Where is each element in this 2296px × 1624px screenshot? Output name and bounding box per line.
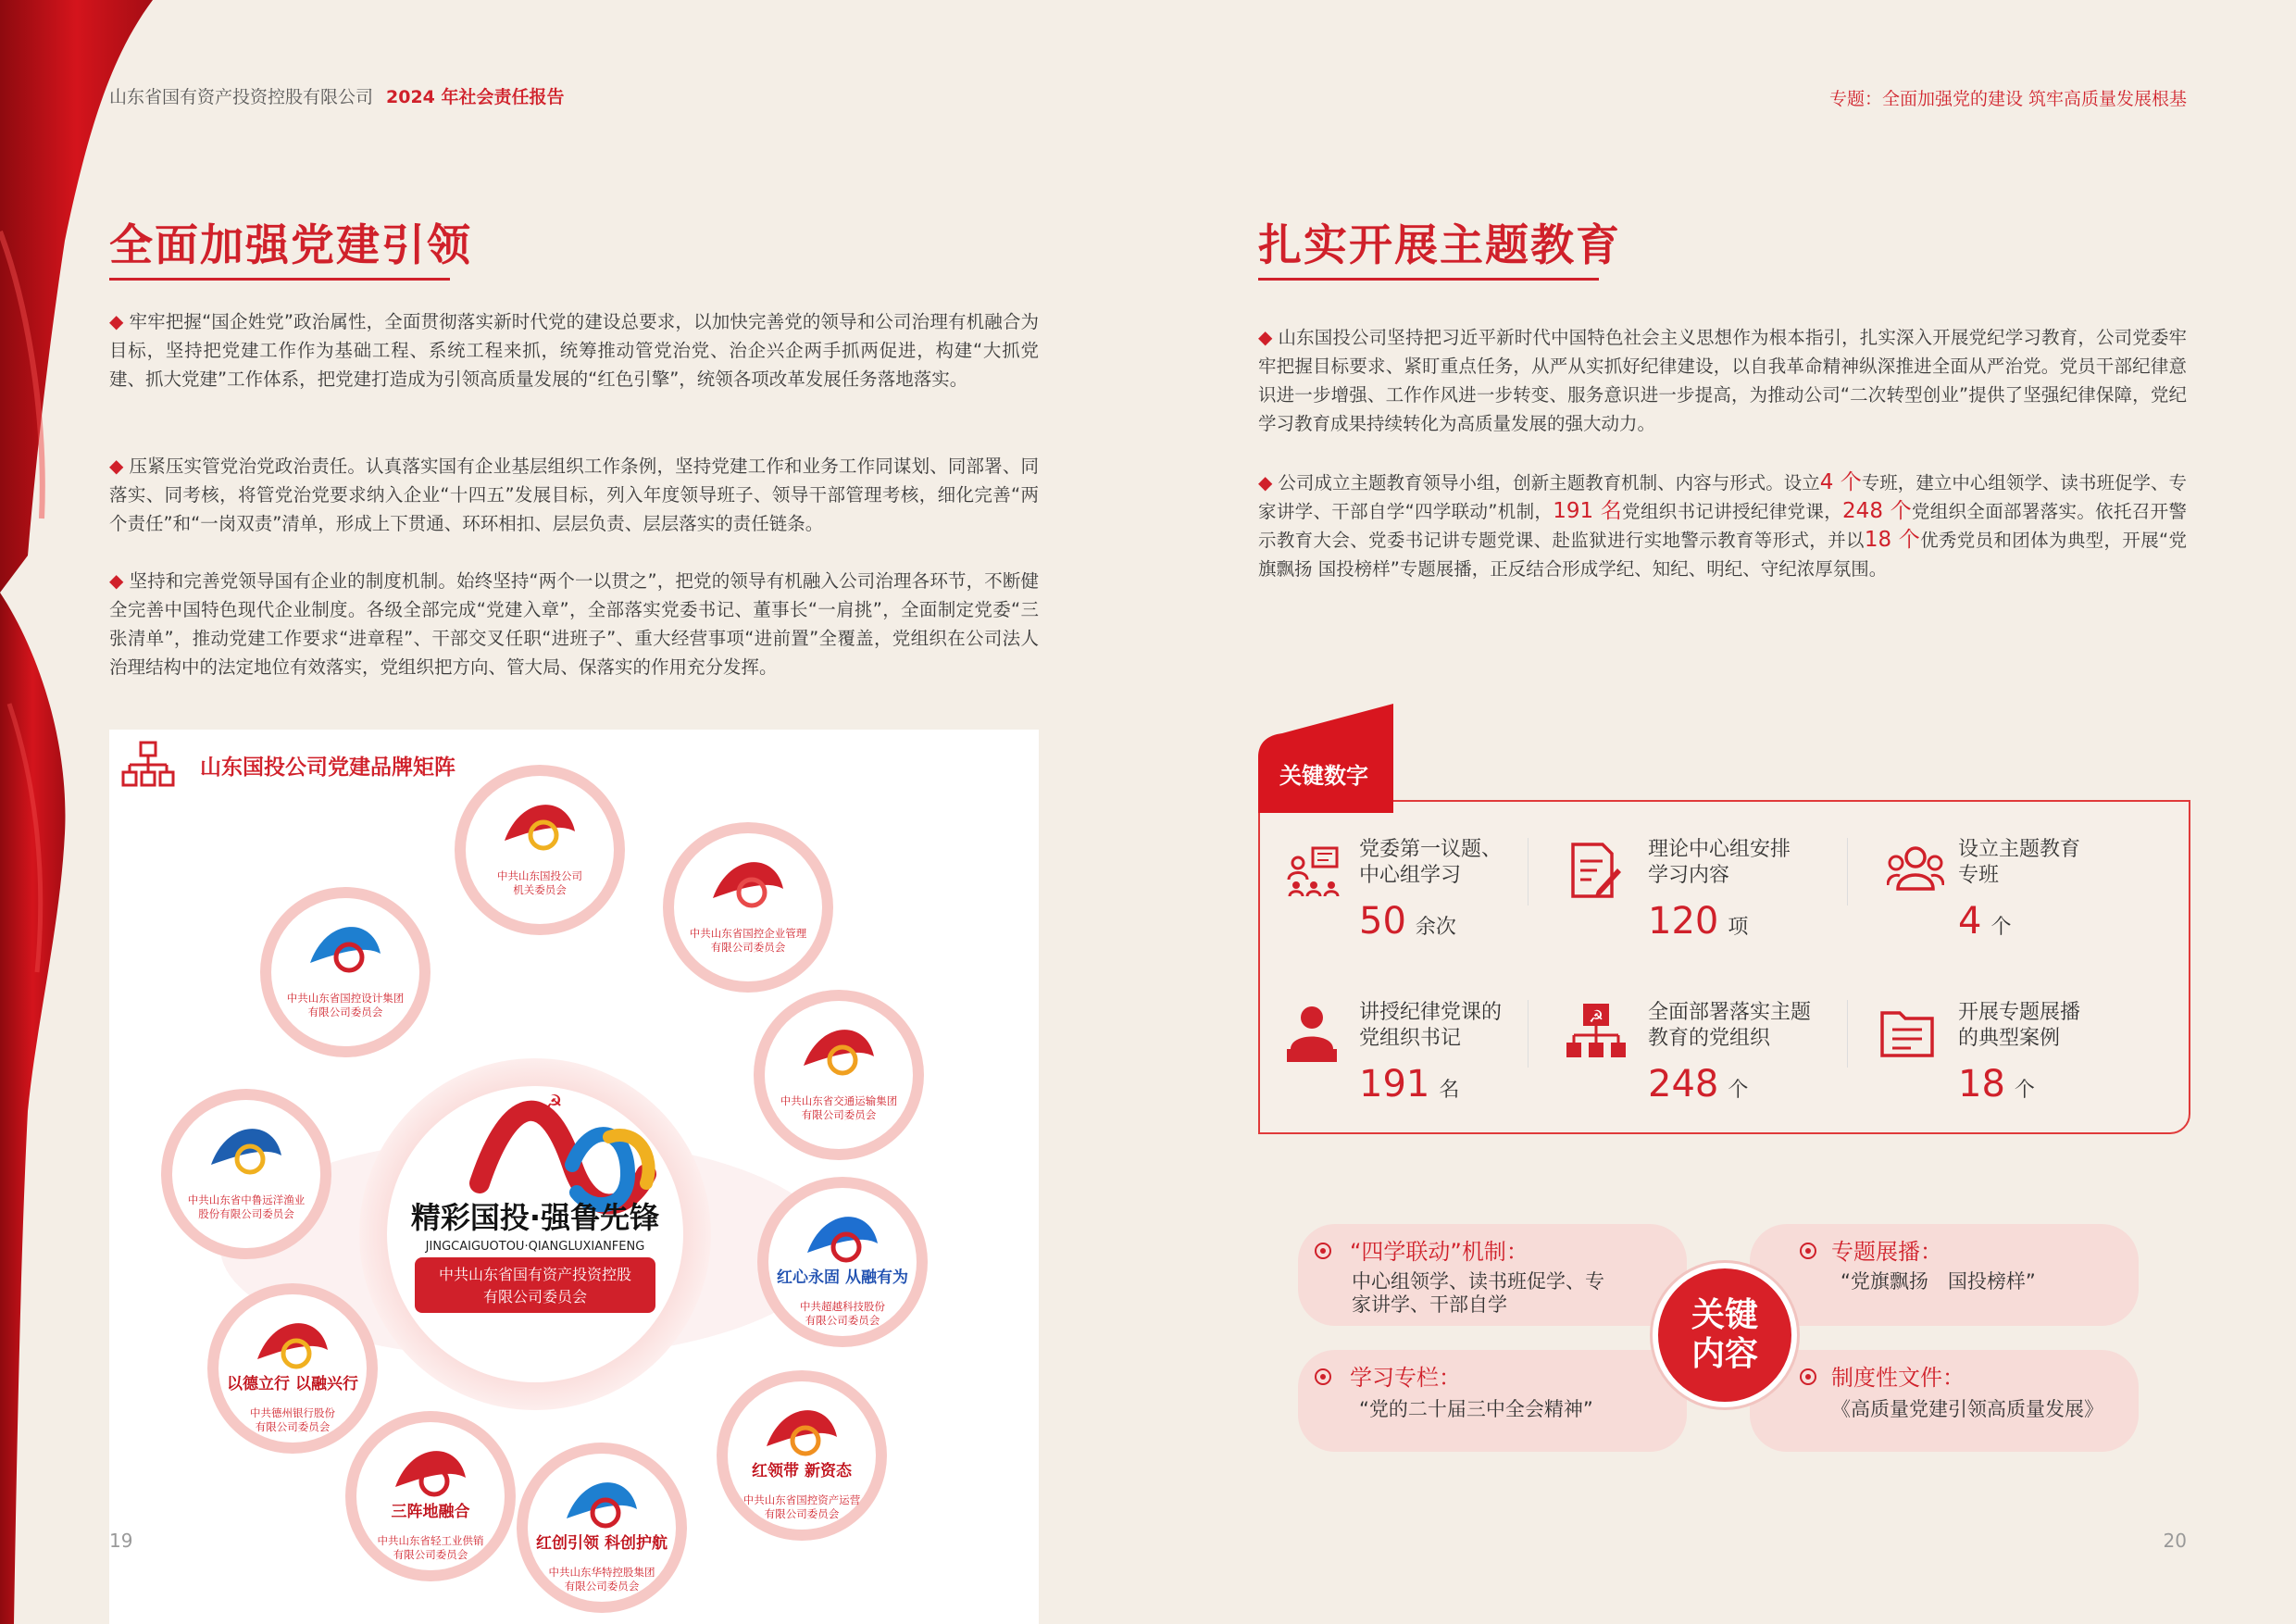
brand-slogan: 以德立行 以融兴行 <box>227 1375 358 1393</box>
target-bullet-icon <box>1800 1243 1816 1259</box>
divider <box>1528 838 1529 906</box>
document-edit-icon <box>1569 841 1621 900</box>
brand-org-name: 有限公司委员会 <box>764 1507 840 1520</box>
svg-text:☭: ☭ <box>544 1092 563 1115</box>
diamond-bullet-icon: ◆ <box>1258 326 1273 348</box>
left-paragraph-3: ◆ 坚持和完善党领导国有企业的制度机制。始终坚持“两个一以贯之”，把党的领导有机融入公司治理各环节，不断健全完善中国特色现代企业制度。各级全部完成“党建入章”，全部落实党委书记、董事长“一肩挑”，全面制定党委“三张清单”，推动党建工作要求“进章程”、干部交叉任职“进班子”、重大经营事项“进前置”全覆盖，党组织在公司法人治理结构中的法定地位有效落实，党组织把方向、管大局、保落实的作用充分发挥。 <box>109 569 1039 678</box>
key-content-pill: 专题展播： “党旗飘扬 国投榜样” <box>1750 1224 2139 1326</box>
brand-logo-circle <box>717 1370 887 1541</box>
report-year: 2024 年社会责任报告 <box>386 87 565 107</box>
highlight-number: 4 个 <box>1819 470 1862 494</box>
brand-org-name: 中共山东省国控设计集团 <box>286 992 405 1005</box>
brand-org-name: 中共山东国投公司 <box>497 869 582 882</box>
page-number-right: 20 <box>2163 1530 2187 1552</box>
group-icon <box>1887 843 1944 894</box>
brand-logo-circle <box>207 1283 378 1454</box>
divider <box>1528 1000 1529 1068</box>
target-bullet-icon <box>1315 1243 1331 1259</box>
brand-org-name: 中共德州银行股份 <box>250 1406 335 1419</box>
brand-org-name: 中共超越科技股份 <box>800 1300 885 1313</box>
page-number-left: 19 <box>109 1530 133 1552</box>
brand-org-name: 有限公司委员会 <box>307 1006 383 1018</box>
brand-org-name: 有限公司委员会 <box>805 1314 880 1327</box>
highlight-number: 18 个 <box>1864 528 1921 552</box>
brand-slogan: 红领带 新资态 <box>752 1462 852 1480</box>
key-numbers-label: 关键数字 <box>1279 763 1368 789</box>
matrix-title: 山东国投公司党建品牌矩阵 <box>200 756 455 780</box>
brand-org-name: 中共山东华特控股集团 <box>548 1566 655 1579</box>
right-title: 扎实开展主题教育 <box>1258 220 1621 271</box>
diamond-bullet-icon: ◆ <box>109 455 124 477</box>
header-topic: 专题：全面加强党的建设 筑牢高质量发展根基 <box>1828 89 2187 109</box>
center-brand-pinyin: JINGCAIGUOTOU·QIANGLUXIANFENG <box>425 1240 645 1254</box>
left-paragraph-2: ◆ 压紧压实管党治党政治责任。认真落实国有企业基层组织工作条例，坚持党建工作和业务工作同谋划、同部署、同落实、同考核，将管党治党要求纳入企业“十四五”发展目标，列入年度领导班子、领导干部管理考核，细化完善“两个责任”和“一岗双责”清单，形成上下贯通、环环相扣、层层负责、层层落实的责任链条。 <box>109 455 1039 534</box>
diamond-bullet-icon: ◆ <box>109 569 124 592</box>
brand-org-name: 中共山东省中鲁远洋渔业 <box>187 1193 306 1206</box>
left-title: 全面加强党建引领 <box>109 220 472 271</box>
right-paragraph-2: ◆ 公司成立主题教育领导小组，创新主题教育机制、内容与形式。设立4 个专班，建立中心组领学、读书班促学、专家讲学、干部自学“四学联动”机制，191 名党组织书记讲授纪律党课，248 个党组织全面部署落实。依托召开警示教育大会、党委书记讲专题党课、赴监狱进行实地警示教育等形式，并以18 个优秀党员和团体为典型，开展“党旗飘扬 国投榜样”专题展播，正反结合形成学纪、知纪、明纪、守纪浓厚氛围。 <box>1258 470 2187 580</box>
key-number-item: 开展专题展播 的典型案例 18 个 <box>1958 1001 2081 1106</box>
brand-logo-circle <box>260 887 430 1057</box>
brand-org-name: 有限公司委员会 <box>564 1580 640 1593</box>
meeting-icon <box>1287 843 1341 898</box>
brand-org-name: 有限公司委员会 <box>255 1420 331 1433</box>
key-content-pill: 学习专栏： “党的二十届三中全会精神” <box>1298 1350 1687 1452</box>
speaker-icon <box>1287 1005 1337 1062</box>
brand-matrix-panel <box>109 730 1039 1624</box>
brand-slogan: 红创引领 科创护航 <box>536 1534 668 1553</box>
key-number-value: 50 <box>1359 900 1406 943</box>
brand-org-name: 有限公司委员会 <box>710 941 786 954</box>
divider <box>1847 838 1848 906</box>
brand-org-name: 机关委员会 <box>513 883 567 896</box>
key-number-value: 248 <box>1648 1063 1719 1106</box>
right-title-underline <box>1258 278 1599 281</box>
brand-logo-circle <box>757 1177 928 1347</box>
key-number-item: 党委第一议题、 中心组学习 50 余次 <box>1359 838 1503 943</box>
highlight-number: 191 名 <box>1553 499 1623 523</box>
svg-text:☭: ☭ <box>1589 1007 1604 1027</box>
key-number-value: 191 <box>1359 1063 1430 1106</box>
target-bullet-icon <box>1800 1368 1816 1385</box>
brand-org-name: 有限公司委员会 <box>801 1108 877 1121</box>
diamond-bullet-icon: ◆ <box>109 310 124 332</box>
brand-logo-circle <box>455 765 625 935</box>
brand-slogan: 三阵地融合 <box>391 1503 470 1521</box>
brand-org-name: 股份有限公司委员会 <box>198 1207 294 1220</box>
brand-org-name: 中共山东省国控资产运营 <box>742 1493 861 1506</box>
key-number-value: 120 <box>1648 900 1719 943</box>
key-content-circle: 关键 内容 <box>1653 1263 1797 1407</box>
org-structure-icon <box>1566 1002 1626 1061</box>
key-number-item: 全面部署落实主题 教育的党组织 248 个 <box>1648 1001 1812 1106</box>
key-number-value: 18 <box>1958 1063 2005 1106</box>
brand-slogan: 红心永固 从融有为 <box>777 1268 908 1287</box>
highlight-number: 248 个 <box>1842 499 1912 523</box>
brand-org-name: 中共山东省轻工业供销 <box>377 1534 484 1547</box>
brand-matrix-graphic <box>109 730 1039 1624</box>
target-bullet-icon <box>1315 1368 1331 1385</box>
center-brand-slogan: 精彩国投·强鲁先锋 <box>410 1200 660 1235</box>
header-left <box>109 83 565 108</box>
brand-logo-circle <box>663 822 833 993</box>
brand-logo-circle <box>345 1411 516 1581</box>
left-title-underline <box>109 278 450 281</box>
key-number-item: 理论中心组安排 学习内容 120 项 <box>1648 838 1791 943</box>
center-brand-org-2: 有限公司委员会 <box>482 1288 588 1305</box>
folder-icon <box>1879 1007 1935 1059</box>
key-content-pill: 制度性文件： 《高质量党建引领高质量发展》 <box>1750 1350 2139 1452</box>
divider <box>1847 1000 1848 1068</box>
brand-logo-circle <box>161 1089 331 1259</box>
center-brand-org-1: 中共山东省国有资产投资控股 <box>438 1266 632 1283</box>
key-number-item: 讲授纪律党课的 党组织书记 191 名 <box>1359 1001 1503 1106</box>
key-number-value: 4 <box>1958 900 1982 943</box>
left-paragraph-1: ◆ 牢牢把握“国企姓党”政治属性，全面贯彻落实新时代党的建设总要求，以加快完善党的领导和公司治理有机融合为目标，坚持把党建工作作为基础工程、系统工程来抓，统筹推动管党治党、治企兴企两手抓两促进，构建“大抓党建、抓大党建”工作体系，把党建打造成为引领高质量发展的“红色引擎”，统领各项改革发展任务落地落实。 <box>109 310 1039 390</box>
brand-org-name: 中共山东省交通运输集团 <box>780 1094 898 1107</box>
brand-logo-circle <box>517 1443 687 1613</box>
brand-org-name: 有限公司委员会 <box>393 1548 468 1561</box>
brand-logo-circle <box>754 990 924 1160</box>
diamond-bullet-icon: ◆ <box>1258 471 1273 493</box>
key-content-pill: “四学联动”机制： 中心组领学、读书班促学、专 家讲学、干部自学 <box>1298 1224 1687 1326</box>
company-name: 山东省国有资产投资控股有限公司 <box>109 87 374 107</box>
right-paragraph-1: ◆ 山东国投公司坚持把习近平新时代中国特色社会主义思想作为根本指引，扎实深入开展党纪学习教育，公司党委牢牢把握目标要求、紧盯重点任务，从严从实抓好纪律建设，以自我革命精神纵深推进全面从严治党。党员干部纪律意识进一步增强、工作作风进一步转变、服务意识进一步提高，为推动公司“二次转型创业”提供了坚强纪律保障，党纪学习教育成果持续转化为高质量发展的强大动力。 <box>1258 326 2187 434</box>
brand-org-name: 中共山东省国控企业管理 <box>689 927 807 940</box>
key-number-item: 设立主题教育 专班 4 个 <box>1958 838 2081 943</box>
